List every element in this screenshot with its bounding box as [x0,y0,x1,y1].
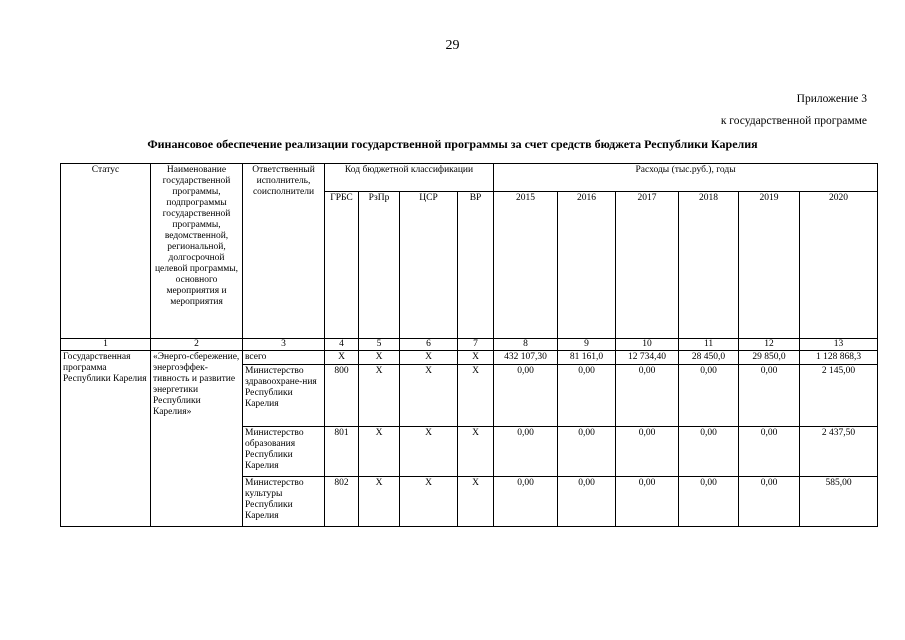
document-title: Финансовое обеспечение реализации государственной программы за счет средств бюджета Республики Карелия [147,137,758,151]
expense-cell: 2 145,00 [800,365,878,427]
rzpr-cell: Х [359,365,400,427]
column-index: 10 [616,339,679,351]
column-index: 11 [679,339,739,351]
appendix-reference: к государственной программе [720,115,867,127]
column-index-row [61,339,878,351]
expense-cell: 2 437,50 [800,427,878,477]
header-year: 2018 [679,192,739,339]
csr-cell: Х [400,477,458,527]
expense-cell: 585,00 [800,477,878,527]
vr-cell: Х [458,351,494,365]
header-grbs: ГРБС [325,192,359,339]
expense-cell: 0,00 [616,365,679,427]
expense-cell: 29 850,0 [739,351,800,365]
program-name: «Энерго-сбережение, энергоэффек-тивность и развитие энергетики Республики Карелия» [151,351,243,527]
csr-cell: Х [400,351,458,365]
column-index: 7 [458,339,494,351]
header-year: 2020 [800,192,878,339]
header-year: 2016 [558,192,616,339]
expense-cell: 432 107,30 [494,351,558,365]
expense-cell: 0,00 [558,365,616,427]
expense-cell: 28 450,0 [679,351,739,365]
expense-cell: 0,00 [679,477,739,527]
csr-cell: Х [400,365,458,427]
column-index: 1 [61,339,151,351]
column-index: 12 [739,339,800,351]
header-status: Статус [61,164,151,339]
expense-cell: 81 161,0 [558,351,616,365]
header-expenses: Расходы (тыс.руб.), годы [494,164,878,192]
header-year: 2015 [494,192,558,339]
page-number: 29 [445,38,460,53]
appendix-label: Приложение 3 [796,93,867,105]
column-index: 9 [558,339,616,351]
program-status: Государственная программа Республики Карелия [61,351,151,527]
csr-cell: Х [400,427,458,477]
expense-cell: 0,00 [616,427,679,477]
expense-cell: 0,00 [494,427,558,477]
expense-cell: 12 734,40 [616,351,679,365]
column-index: 4 [325,339,359,351]
column-index: 8 [494,339,558,351]
header-kbk: Код бюджетной классификации [325,164,494,192]
expense-cell: 0,00 [679,365,739,427]
expense-cell: 0,00 [558,427,616,477]
expense-cell: 0,00 [739,427,800,477]
header-csr: ЦСР [400,192,458,339]
executor-cell: всего [243,351,325,365]
executor-cell: Министерство культуры Республики Карелия [243,477,325,527]
column-index: 5 [359,339,400,351]
vr-cell: Х [458,365,494,427]
header-row [61,164,878,192]
vr-cell: Х [458,427,494,477]
grbs-cell: Х [325,351,359,365]
column-index: 6 [400,339,458,351]
header-year: 2017 [616,192,679,339]
expense-cell: 0,00 [679,427,739,477]
executor-cell: Министерство образования Республики Карелия [243,427,325,477]
header-rzpr: РзПр [359,192,400,339]
header-executor: Ответственный исполнитель, соисполнители [243,164,325,339]
executor-cell: Министерство здравоохране-ния Республики Карелия [243,365,325,427]
vr-cell: Х [458,477,494,527]
expense-cell: 0,00 [616,477,679,527]
table-row [61,351,878,365]
expense-cell: 1 128 868,3 [800,351,878,365]
header-year: 2019 [739,192,800,339]
column-index: 13 [800,339,878,351]
expense-cell: 0,00 [739,477,800,527]
header-vr: ВР [458,192,494,339]
grbs-cell: 802 [325,477,359,527]
rzpr-cell: Х [359,477,400,527]
expense-cell: 0,00 [494,365,558,427]
expense-cell: 0,00 [558,477,616,527]
header-name: Наименование государственной программы, подпрограммы государственной программы, ведомственной, региональной, долгосрочной целевой программы, основного мероприятия и мероприятия [151,164,243,339]
grbs-cell: 801 [325,427,359,477]
expense-cell: 0,00 [494,477,558,527]
column-index: 2 [151,339,243,351]
grbs-cell: 800 [325,365,359,427]
column-index: 3 [243,339,325,351]
financing-table [60,163,878,527]
rzpr-cell: Х [359,427,400,477]
expense-cell: 0,00 [739,365,800,427]
rzpr-cell: Х [359,351,400,365]
